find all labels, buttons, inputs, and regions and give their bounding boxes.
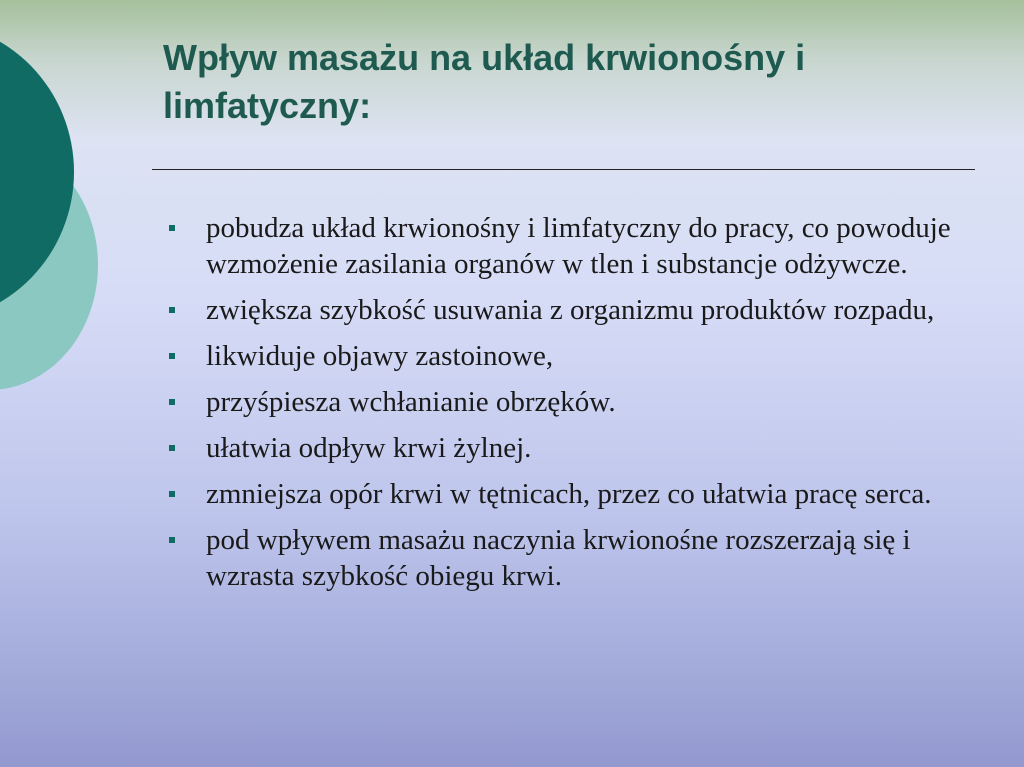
- square-bullet-icon: [169, 491, 175, 497]
- bullet-item-3: [163, 338, 983, 374]
- bullet-text: zwiększa szybkość usuwania z organizmu produktów rozpadu,: [206, 294, 935, 326]
- bullet-text: pobudza układ krwionośny i limfatyczny do pracy, co powoduje wzmożenie zasilania organów w tlen i substancje odżywcze.: [206, 212, 951, 280]
- square-bullet-icon: [169, 445, 175, 451]
- title-divider: [152, 169, 975, 170]
- bullet-text: likwiduje objawy zastoinowe,: [206, 340, 554, 372]
- bullet-item-4: [163, 384, 983, 420]
- bullet-text: ułatwia odpływ krwi żylnej.: [206, 432, 532, 464]
- bullet-text: pod wpływem masażu naczynia krwionośne rozszerzają się i wzrasta szybkość obiegu krwi.: [206, 524, 911, 592]
- bullet-item-5: [163, 430, 983, 466]
- square-bullet-icon: [169, 537, 175, 543]
- square-bullet-icon: [169, 353, 175, 359]
- bullet-item-7: [163, 522, 983, 594]
- slide-title: Wpływ masażu na układ krwionośny i limfatyczny:: [163, 37, 806, 126]
- bullet-item-2: [163, 292, 983, 328]
- square-bullet-icon: [169, 225, 175, 231]
- bullet-text: przyśpiesza wchłanianie obrzęków.: [206, 386, 616, 418]
- bullet-item-6: [163, 476, 983, 512]
- bullet-list: [163, 210, 983, 604]
- bullet-text: zmniejsza opór krwi w tętnicach, przez co ułatwia pracę serca.: [206, 478, 932, 510]
- square-bullet-icon: [169, 399, 175, 405]
- square-bullet-icon: [169, 307, 175, 313]
- bullet-item-1: [163, 210, 983, 282]
